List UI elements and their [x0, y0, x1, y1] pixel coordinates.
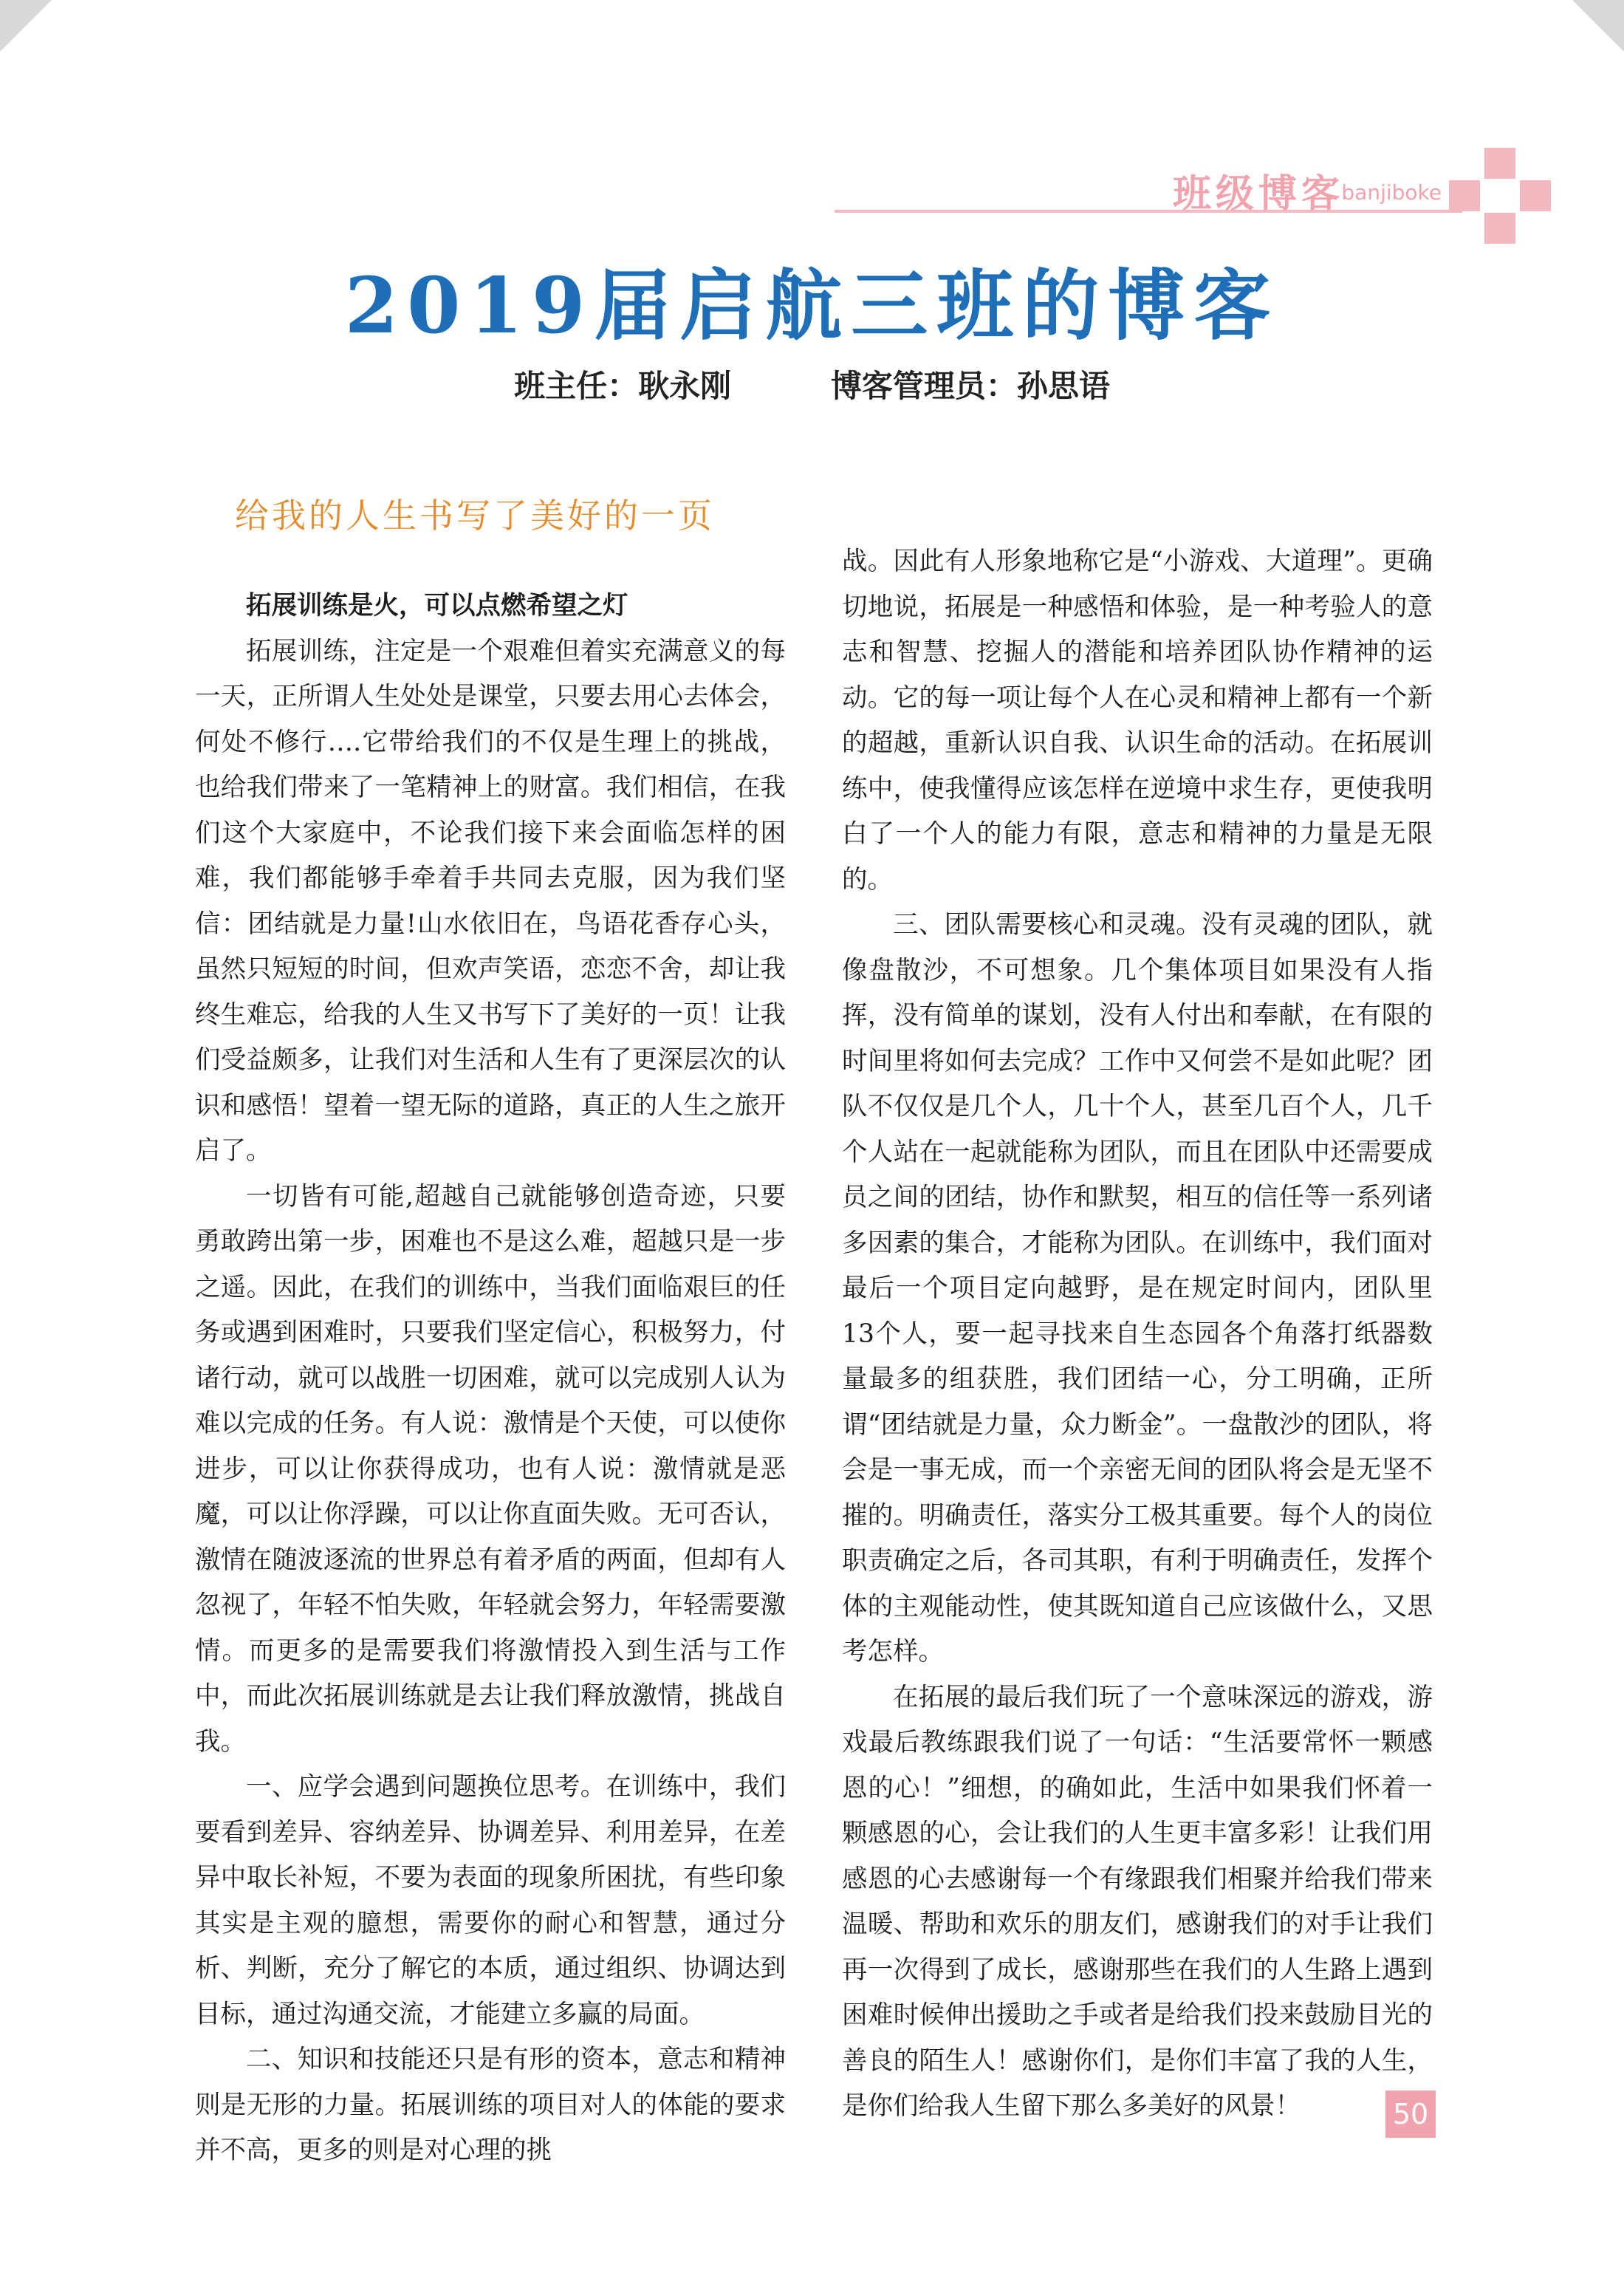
byline-teacher: 班主任：耿永刚 — [514, 368, 732, 404]
decor-square — [1484, 148, 1515, 179]
paragraph: 三、团队需要核心和灵魂。没有灵魂的团队，就像盘散沙，不可想象。几个集体项目如果没有人指挥，没有简单的谋划，没有人付出和奉献，在有限的时间里将如何去完成？工作中又何尝不是如此呢？团队不仅仅是几个人，几十个人，甚至几百个人，几千个人站在一起就能称为团队，而且在团队中还需要成员之间的团结，协作和默契，相互的信任等一系列诸多因素的集合，才能称为团队。在训练中，我们面对最后一个项目定向越野，是在规定时间内，团队里13个人，要一起寻找来自生态园各个角落打纸器数量最多的组获胜，我们团结一心，分工明确，正所谓“团结就是力量，众力断金”。一盘散沙的团队，将会是一事无成，而一个亲密无间的团队将会是无坚不摧的。明确责任，落实分工极其重要。每个人的岗位职责确定之后，各司其职，有利于明确责任，发挥个体的主观能动性，使其既知道自己应该做什么，又思考怎样。 — [842, 910, 1433, 1666]
page-number: 50 — [1385, 2090, 1436, 2138]
paragraph: 拓展训练，注定是一个艰难但着实充满意义的每一天，正所谓人生处处是课堂，只要去用心去体会，何处不修行….它带给我们的不仅是生理上的挑战，也给我们带来了一笔精神上的财富。我们相信，在我们这个大家庭中，不论我们接下来会面临怎样的困难，我们都能够手牵着手共同去克服，因为我们坚信：团结就是力量!山水依旧在，鸟语花香存心头，虽然只短短的时间，但欢声笑语，恋恋不舍，却让我终生难忘，给我的人生又书写下了美好的一页！让我们受益颇多，让我们对生活和人生有了更深层次的认识和感悟！望着一望无际的道路，真正的人生之旅开启了。 — [195, 636, 786, 1166]
left-column — [195, 584, 786, 2174]
byline-admin: 博客管理员：孙思语 — [830, 368, 1110, 404]
section-title: 班级博客 — [1172, 172, 1344, 216]
paragraph: 在拓展的最后我们玩了一个意味深远的游戏，游戏最后教练跟我们说了一句话：“生活要常怀一颗感恩的心！”细想，的确如此，生活中如果我们怀着一颗感恩的心，会让我们的人生更丰富多彩！让我们用感恩的心去感谢每一个有缘跟我们相聚并给我们带来温暖、帮助和欢乐的朋友们，感谢我们的对手让我们再一次得到了成长，感谢那些在我们的人生路上遇到困难时候伸出援助之手或者是给我们投来鼓励目光的善良的陌生人！感谢你们，是你们丰富了我的人生，是你们给我人生留下那么多美好的风景！ — [842, 1682, 1433, 2121]
paragraph: 二、知识和技能还只是有形的资本，意志和精神则是无形的力量。拓展训练的项目对人的体能的要求并不高，更多的则是对心理的挑 — [195, 2045, 786, 2165]
section-subtitle: banjiboke — [1341, 180, 1442, 205]
paragraph-continuation: 战。因此有人形象地称它是“小游戏、大道理”。更确切地说，拓展是一种感悟和体验，是一种考验人的意志和智慧、挖掘人的潜能和培养团队协作精神的运动。它的每一项让每个人在心灵和精神上都有一个新的超越，重新认识自我、认识生命的活动。在拓展训练中，使我懂得应该怎样在逆境中求生存，更使我明白了一个人的能力有限，意志和精神的力量是无限的。 — [842, 547, 1433, 895]
header-rule — [835, 210, 1462, 213]
corner-mark-top-right — [1572, 0, 1624, 52]
article-title: 给我的人生书写了美好的一页 — [235, 496, 715, 536]
right-column — [842, 539, 1433, 2130]
byline — [0, 362, 1624, 406]
decor-square — [1449, 180, 1480, 211]
corner-mark-top-left — [0, 0, 52, 52]
page-title: 2019届启航三班的博客 — [344, 260, 1280, 351]
decor-square — [1484, 213, 1515, 244]
paragraph: 一、应学会遇到问题换位思考。在训练中，我们要看到差异、容纳差异、协调差异、利用差异，在差异中取长补短，不要为表面的现象所困扰，有些印象其实是主观的臆想，需要你的耐心和智慧，通过分析、判断，充分了解它的本质，通过组织、协调达到目标，通过沟通交流，才能建立多赢的局面。 — [195, 1772, 786, 2029]
subheading: 拓展训练是火，可以点燃希望之灯 — [246, 591, 628, 621]
section-header — [827, 148, 1551, 222]
paragraph: 一切皆有可能,超越自己就能够创造奇迹，只要勇敢跨出第一步，困难也不是这么难，超越只是一步之遥。因此，在我们的训练中，当我们面临艰巨的任务或遇到困难时，只要我们坚定信心，积极努力，付诸行动，就可以战胜一切困难，就可以完成别人认为难以完成的任务。有人说：激情是个天使，可以使你进步，可以让你获得成功，也有人说：激情就是恶魔，可以让你浮躁，可以让你直面失败。无可否认，激情在随波逐流的世界总有着矛盾的两面，但却有人忽视了，年轻不怕失败，年轻就会努力，年轻需要激情。而更多的是需要我们将激情投入到生活与工作中，而此次拓展训练就是去让我们释放激情，挑战自我。 — [195, 1181, 786, 1757]
decor-square — [1520, 180, 1551, 211]
